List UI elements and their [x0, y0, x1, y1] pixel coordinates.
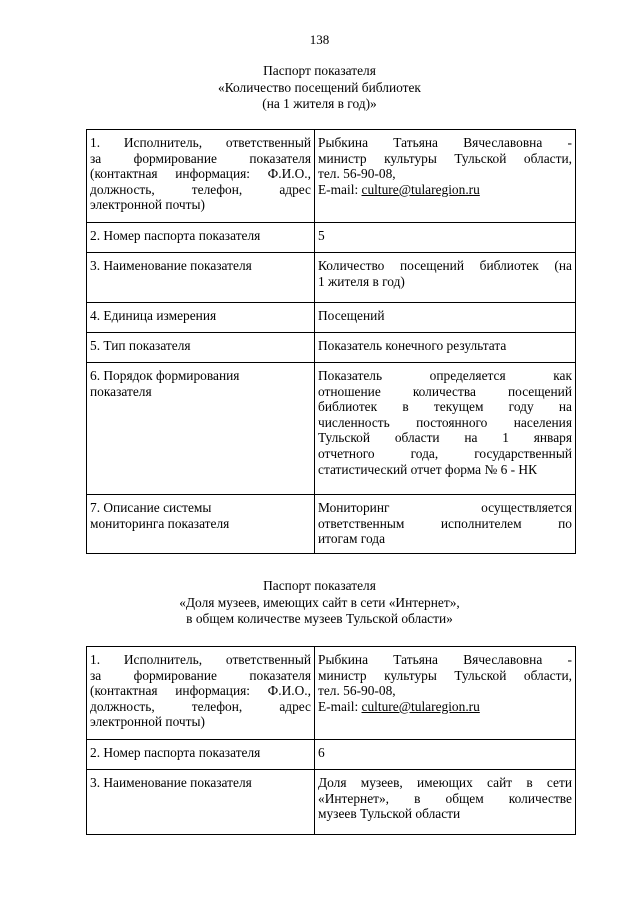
- label-line: 6. Порядок формирования: [90, 368, 240, 383]
- value-line: музеев Тульской области: [318, 806, 461, 822]
- label-line: 1. Исполнитель, ответственный: [90, 135, 311, 150]
- passport-2-title-line-1: Паспорт показателя: [263, 578, 376, 593]
- table-row: [87, 647, 576, 740]
- row-label: 2. Номер паспорта показателя: [87, 740, 315, 770]
- row-value: Посещений: [315, 303, 576, 333]
- row-value: [315, 130, 576, 223]
- row-label: 2. Номер паспорта показателя: [87, 223, 315, 253]
- passport-2-table: [86, 646, 576, 835]
- row-value: [315, 647, 576, 740]
- row-value: Показатель конечного результата: [315, 333, 576, 363]
- table-row: [87, 363, 576, 495]
- page-number: 138: [309, 32, 330, 47]
- row-label: 4. Единица измерения: [87, 303, 315, 333]
- value-line: Доля музеев, имеющих сайт в сети: [318, 775, 572, 790]
- label-line: электронной почты): [90, 714, 205, 730]
- passport-2-heading: [0, 578, 639, 628]
- value-line: статистический отчет форма № 6 - НК: [318, 461, 538, 477]
- label-line: за формирование показателя: [90, 667, 311, 683]
- row-label: 3. Наименование показателя: [87, 770, 315, 835]
- row-value: [315, 770, 576, 835]
- label-line: показателя: [90, 383, 152, 399]
- row-label: 5. Тип показателя: [87, 333, 315, 363]
- email-prefix: E-mail:: [318, 181, 362, 197]
- table-row: [87, 253, 576, 303]
- row-value: [315, 363, 576, 495]
- row-label: [87, 130, 315, 223]
- row-label: 3. Наименование показателя: [87, 253, 315, 303]
- value-line: отношение количества посещений: [318, 383, 572, 399]
- value-line: отчетного года, государственный: [318, 445, 572, 461]
- table-row: [87, 333, 576, 363]
- table-row: [87, 223, 576, 253]
- value-line: итогам года: [318, 531, 386, 547]
- value-line: численность постоянного населения: [318, 414, 572, 430]
- passport-1-title-line-2: «Количество посещений библиотек: [218, 79, 421, 95]
- passport-1-title-line-1: Паспорт показателя: [263, 63, 376, 78]
- email-prefix: E-mail:: [318, 698, 362, 714]
- value-line: тел. 56-90-08,: [318, 166, 396, 182]
- table-row: [87, 740, 576, 770]
- value-line: «Интернет», в общем количестве: [318, 790, 572, 806]
- row-value: 6: [315, 740, 576, 770]
- value-line: библиотек в текущем году на: [318, 399, 572, 415]
- label-line: 1. Исполнитель, ответственный: [90, 652, 311, 667]
- passport-1-title-line-3: (на 1 жителя в год)»: [262, 96, 377, 111]
- value-line: Количество посещений библиотек (на: [318, 258, 572, 273]
- label-line: (контактная информация: Ф.И.О.,: [90, 166, 311, 182]
- value-line: Тульской области на 1 января: [318, 430, 572, 446]
- label-line: (контактная информация: Ф.И.О.,: [90, 683, 311, 699]
- email-line: [318, 182, 572, 198]
- table-row: [87, 303, 576, 333]
- table-row: [87, 770, 576, 835]
- value-line: Рыбкина Татьяна Вячеславовна -: [318, 652, 572, 667]
- value-line: ответственным исполнителем по: [318, 515, 572, 531]
- value-line: 1 жителя в год): [318, 273, 405, 289]
- email-link[interactable]: culture@tularegion.ru: [361, 698, 480, 714]
- passport-1-heading: [0, 63, 639, 113]
- row-value: [315, 253, 576, 303]
- table-row: [87, 130, 576, 223]
- passport-2-title-line-3: в общем количестве музеев Тульской области»: [186, 611, 453, 626]
- label-line: 7. Описание системы: [90, 500, 212, 515]
- email-link[interactable]: culture@tularegion.ru: [361, 181, 480, 197]
- passport-2-title-line-2: «Доля музеев, имеющих сайт в сети «Интернет»,: [179, 594, 460, 610]
- value-line: министр культуры Тульской области,: [318, 150, 572, 166]
- value-line: Мониторинг осуществляется: [318, 500, 572, 515]
- value-line: тел. 56-90-08,: [318, 683, 396, 699]
- label-line: должность, телефон, адрес: [90, 698, 311, 714]
- row-label: [87, 363, 315, 495]
- table-row: [87, 495, 576, 554]
- value-line: министр культуры Тульской области,: [318, 667, 572, 683]
- label-line: за формирование показателя: [90, 150, 311, 166]
- passport-1-table: [86, 129, 576, 554]
- row-label: [87, 647, 315, 740]
- label-line: должность, телефон, адрес: [90, 181, 311, 197]
- row-value: [315, 495, 576, 554]
- label-line: электронной почты): [90, 197, 205, 213]
- label-line: мониторинга показателя: [90, 515, 230, 531]
- row-value: 5: [315, 223, 576, 253]
- value-line: Рыбкина Татьяна Вячеславовна -: [318, 135, 572, 150]
- value-line: Показатель определяется как: [318, 368, 572, 383]
- email-line: [318, 699, 572, 715]
- row-label: [87, 495, 315, 554]
